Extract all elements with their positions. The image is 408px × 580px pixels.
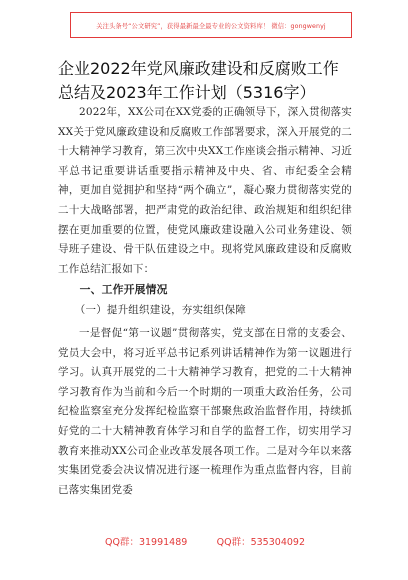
- document-body: [58, 103, 352, 500]
- footer-qq-group-2: QQ群：535304092: [216, 537, 305, 548]
- intro-paragraph: 2022年，XX公司在XX党委的正确领导下，深入贯彻落实XX关于党风廉政建设和反腐败工作部署要求，深入开展党的二十大精神学习教育，第三次中央XX工作座谈会指示精神、习近平总书记重要讲话重要指示精神及中央、省、市纪委全会精神，更加自觉拥护和坚持“两个确立”，凝心聚力贯彻落实党的二十大战略部署，把严肃党的政治纪律、政治规矩和组织纪律摆在更加重要的位置，使党风廉政建设融入公司业务建设、领导班子建设、骨干队伍建设之中。现将党风廉政建设和反腐败工作总结汇报如下：: [58, 106, 352, 275]
- promo-banner: [70, 12, 352, 38]
- document-title: 企业2022年党风廉政建设和反腐败工作总结及2023年工作计划（5316字）: [58, 59, 339, 102]
- subsection-heading: （一）提升组织建设，夯实组织保障: [74, 304, 246, 317]
- body-paragraph: 一是督促“第一议题”贯彻落实，党支部在日常的支委会、党员大会中，将习近平总书记系列讲话精神作为第一议题进行学习。认真开展党的二十大精神学习教育，把党的二十大精神学习教育作为当前和今后一个时期的一项重大政治任务，公司纪检监察室充分发挥纪检监察干部聚焦政治监督作用，持续抓好党的二十大精神教育体学习和自学的监督工作，切实用学习教育来推动XX公司企业改革发展各项工作。二是对今年以来落实集团党委会决议情况进行逐一梳理作为重点监督内容，目前已落实集团党委: [58, 326, 352, 496]
- promo-banner-text: 关注头条号“公文研究”，获得最新最全最专业的公文资料库！ 微信：gongwenyj: [96, 22, 326, 30]
- footer-qq-group-1: QQ群：31991489: [105, 537, 188, 548]
- footer: [105, 534, 305, 548]
- section-heading: 一、工作开展情况: [79, 283, 168, 297]
